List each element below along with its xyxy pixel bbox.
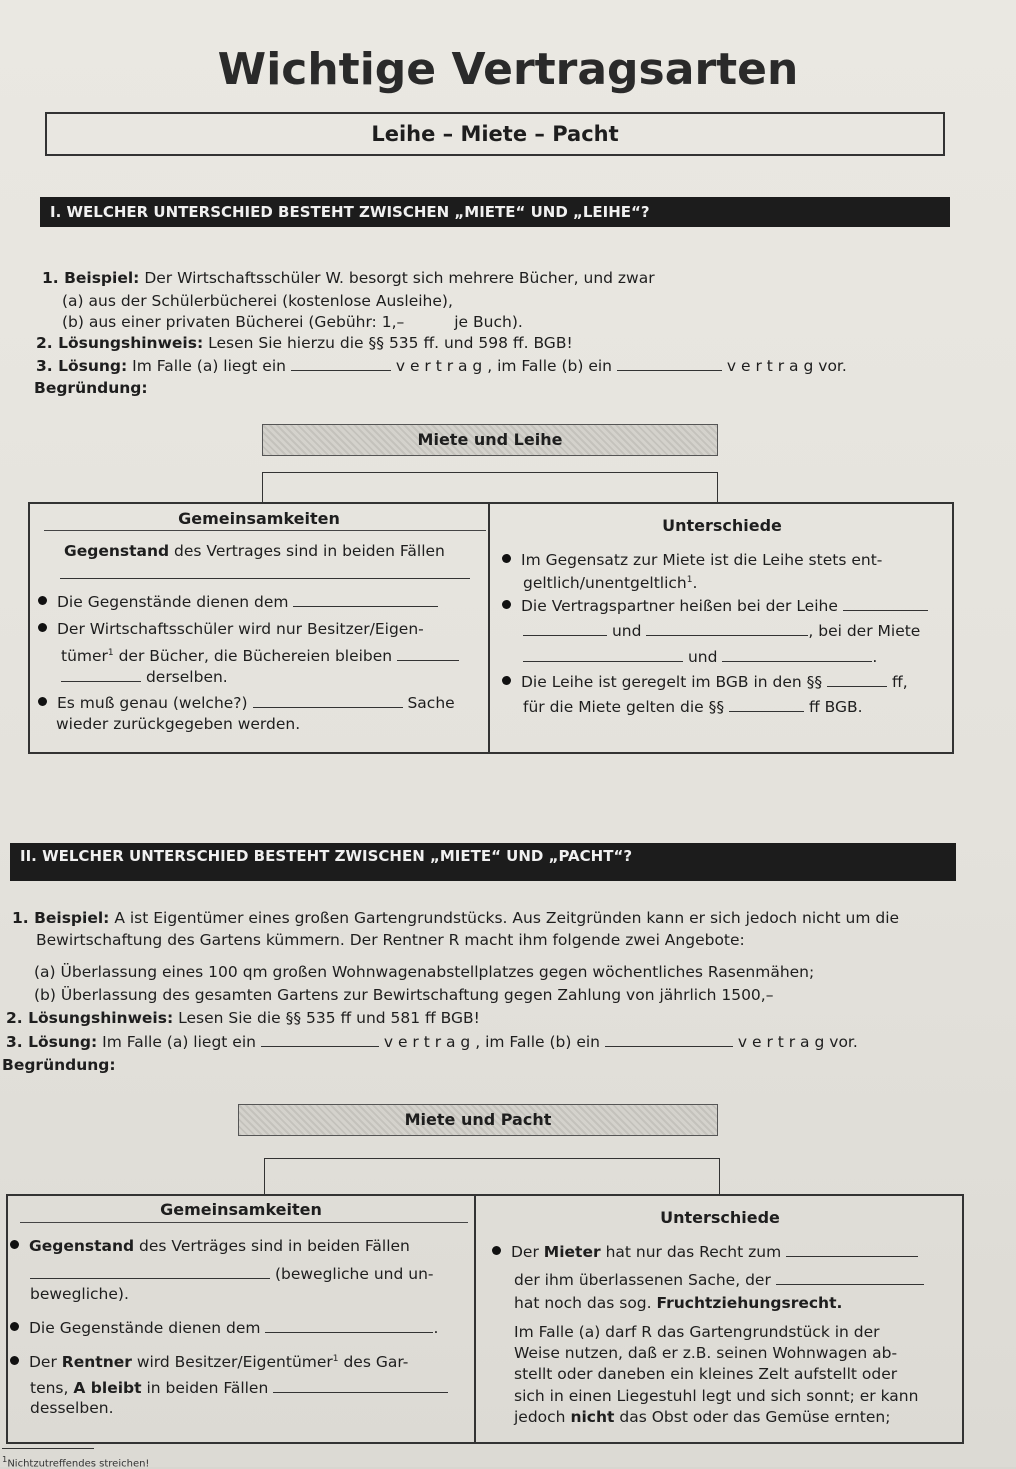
s1-right-line-5: und . (523, 647, 877, 668)
s1-right-line-6: Die Leihe ist geregelt im BGB in den §§ ff, (502, 672, 908, 693)
s1-right-line-1: Im Gegensatz zur Miete ist die Leihe stets ent- (502, 550, 882, 571)
s1-right-line-4: und , bei der Miete (523, 621, 920, 642)
s1-item-b: (b) aus einer privaten Bücherei (Gebühr: 1,– je Buch). (62, 313, 523, 331)
s2-hinweis: 2. Lösungshinweis: Lesen Sie die §§ 535 ff und 581 ff BGB! (6, 1009, 480, 1027)
s1-left-line-3: Der Wirtschaftsschüler wird nur Besitzer/Eigen- (38, 619, 424, 640)
section-1-heading: I. WELCHER UNTERSCHIED BESTEHT ZWISCHEN „MIETE“ UND „LEIHE“? (40, 197, 950, 227)
s1-connector (262, 472, 718, 502)
s1-left-line-2: Die Gegenstände dienen dem (38, 592, 438, 613)
s2-blank-vertrag-b[interactable] (605, 1032, 733, 1047)
s1-left-line-5: derselben. (61, 667, 228, 688)
s2-right-line-4: Im Falle (a) darf R das Gartengrundstück in der (514, 1323, 880, 1341)
footnote: $^1$Nichtzutreffendes streichen! (2, 1454, 150, 1469)
s2-left-line-3: bewegliche). (30, 1285, 129, 1303)
s2-right-line-8: jedoch nicht das Obst oder das Gemüse ernten; (514, 1408, 891, 1426)
s2-gemeinsamkeiten-header: Gemeinsamkeiten (160, 1200, 322, 1219)
s1-right-line-7: für die Miete gelten die §§ ff BGB. (523, 698, 863, 716)
s2-left-line-2: (bewegliche und un- (30, 1264, 434, 1285)
s2-diagram-title: Miete und Pacht (238, 1104, 718, 1136)
s1-gemeinsamkeiten-header: Gemeinsamkeiten (178, 509, 340, 528)
s2-right-line-7: sich in einen Liegestuhl legt und sich sonnt; er kann (514, 1387, 919, 1405)
s2-right-line-5: Weise nutzen, daß er z.B. seinen Wohnwagen ab- (514, 1344, 898, 1362)
s1-loesung: 3. Lösung: Im Falle (a) liegt ein v e r t r a g , im Falle (b) ein v e r t r a g vor. (36, 357, 847, 375)
s2-left-line-6: tens, A bleibt in beiden Fällen (30, 1378, 448, 1399)
s2-beispiel-2: Bewirtschaftung des Gartens kümmern. Der Rentner R macht ihm folgende zwei Angebote: (36, 931, 745, 949)
s2-item-b: (b) Überlassung des gesamten Gartens zur Bewirtschaftung gegen Zahlung von jährlich 1500,– (34, 986, 774, 1004)
s1-right-line-3: Die Vertragspartner heißen bei der Leihe (502, 596, 928, 617)
s2-blank-vertrag-a[interactable] (261, 1032, 379, 1047)
s1-diagram-title: Miete und Leihe (262, 424, 718, 456)
s2-unterschiede-header: Unterschiede (660, 1208, 780, 1227)
s1-blank-vertrag-a[interactable] (291, 356, 391, 371)
section-2-heading: II. WELCHER UNTERSCHIED BESTEHT ZWISCHEN „MIETE“ UND „PACHT“? (10, 843, 956, 881)
footnote-rule (2, 1448, 94, 1449)
s2-right-line-2: der ihm überlassenen Sache, der (514, 1270, 924, 1291)
s2-right-line-3: hat noch das sog. Fruchtziehungsrecht. (514, 1294, 843, 1312)
s2-left-line-5: Der Rentner wird Besitzer/Eigentümer$^1$ des Gar- (10, 1349, 408, 1373)
s2-begruendung: Begründung: (2, 1056, 116, 1074)
s2-beispiel-1: 1. Beispiel: A ist Eigentümer eines großen Gartengrundstücks. Aus Zeitgründen kann er sich jedoch nicht um die (12, 909, 900, 927)
s1-beispiel: 1. Beispiel: Der Wirtschaftsschüler W. besorgt sich mehrere Bücher, und zwar (42, 269, 655, 287)
s1-left-line-6: Es muß genau (welche?) Sache (38, 693, 455, 714)
s1-unterschiede-header: Unterschiede (662, 516, 782, 535)
s2-right-line-1: Der Mieter hat nur das Recht zum (492, 1242, 918, 1263)
s2-right-line-6: stellt oder daneben ein kleines Zelt aufstellt oder (514, 1365, 898, 1383)
s2-loesung: 3. Lösung: Im Falle (a) liegt ein v e r t r a g , im Falle (b) ein v e r t r a g vor. (6, 1033, 858, 1051)
s1-left-blank-1[interactable] (60, 564, 470, 585)
s2-left-line-4: Die Gegenstände dienen dem . (10, 1318, 438, 1339)
s1-left-line-7: wieder zurückgegeben werden. (56, 715, 301, 733)
page-title: Wichtige Vertragsarten (217, 44, 799, 95)
s2-comparison-table (6, 1194, 964, 1444)
s2-left-line-1: Gegenstand des Verträges sind in beiden Fällen (10, 1236, 410, 1257)
s1-right-line-2: geltlich/unentgeltlich$^1$. (523, 574, 698, 593)
s1-comparison-table (28, 502, 954, 754)
s2-left-line-7: desselben. (30, 1399, 114, 1417)
s2-connector (264, 1158, 720, 1194)
s1-blank-vertrag-b[interactable] (617, 356, 722, 371)
s1-left-line-1: Gegenstand des Vertrages sind in beiden Fällen (64, 542, 445, 560)
s1-hinweis: 2. Lösungshinweis: Lesen Sie hierzu die §§ 535 ff. und 598 ff. BGB! (36, 334, 573, 352)
subtitle-box: Leihe – Miete – Pacht (45, 112, 945, 156)
s1-left-line-4: tümer$^1$ der Bücher, die Büchereien bleiben (61, 643, 459, 667)
s1-begruendung: Begründung: (34, 379, 148, 397)
s1-item-a: (a) aus der Schülerbücherei (kostenlose Ausleihe), (62, 292, 453, 310)
s2-item-a: (a) Überlassung eines 100 qm großen Wohnwagenabstellplatzes gegen wöchentliches Rasenmähen; (34, 963, 815, 981)
